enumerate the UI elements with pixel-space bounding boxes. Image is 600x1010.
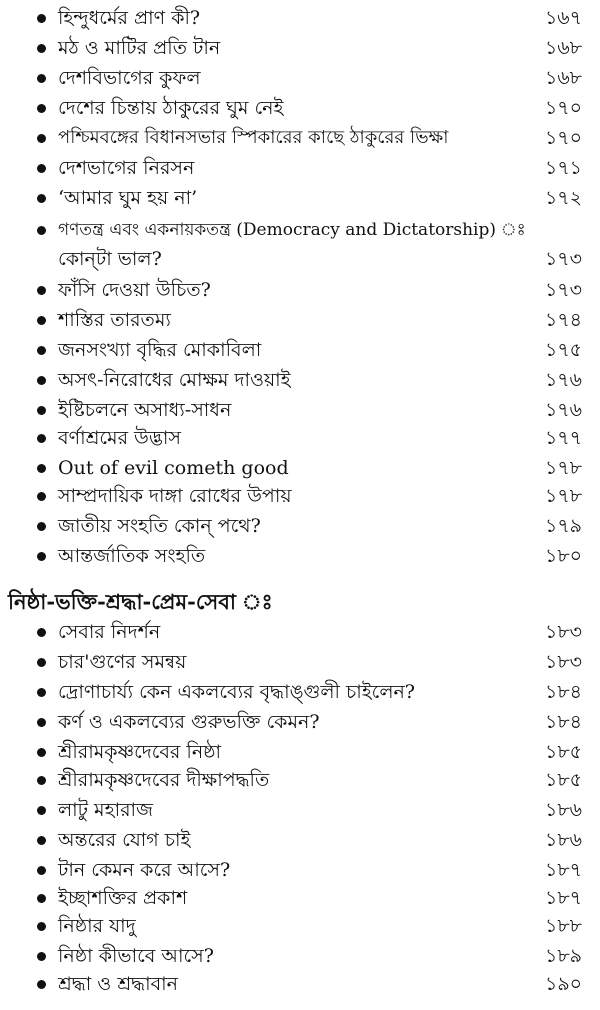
entry-title: Out of evil cometh good bbox=[58, 457, 289, 479]
toc-entry bbox=[0, 366, 600, 394]
toc-entry bbox=[0, 64, 600, 92]
entry-title: দেশের চিন্তায় ঠাকুরের ঘুম নেই bbox=[58, 97, 284, 119]
entry-title: মঠ ও মাটির প্রতি টান bbox=[58, 37, 221, 59]
toc-entry bbox=[0, 216, 600, 244]
bullet-icon bbox=[37, 406, 46, 415]
toc-entry bbox=[0, 856, 600, 884]
toc-entry bbox=[0, 942, 600, 970]
bullet-icon bbox=[37, 658, 46, 667]
entry-page-number: ১৯০ bbox=[544, 973, 582, 995]
bullet-icon bbox=[37, 552, 46, 561]
entry-title: দেশবিভাগের কুফল bbox=[58, 67, 201, 89]
entry-page-number: ১৮৯ bbox=[545, 945, 582, 967]
entry-page-number: ১৭৮ bbox=[544, 457, 582, 479]
entry-page-number: ১৮৭ bbox=[544, 859, 582, 881]
bullet-icon bbox=[37, 980, 46, 989]
toc-entry bbox=[0, 124, 600, 152]
bullet-icon bbox=[37, 522, 46, 531]
bullet-icon bbox=[37, 866, 46, 875]
entry-title: ইষ্টিচলনে অসাধ্য-সাধন bbox=[58, 399, 232, 421]
entry-page-number: ১৬৭ bbox=[544, 7, 582, 29]
bullet-icon bbox=[37, 894, 46, 903]
toc-entry bbox=[0, 738, 600, 766]
toc-entry bbox=[0, 648, 600, 676]
toc-entry bbox=[0, 542, 600, 570]
toc-entry bbox=[0, 454, 600, 482]
entry-page-number: ১৮৫ bbox=[545, 741, 582, 763]
entry-title: হিন্দুধর্মের প্রাণ কী? bbox=[58, 7, 201, 29]
bullet-icon bbox=[37, 434, 46, 443]
toc-entry bbox=[0, 184, 600, 212]
toc-entry bbox=[0, 396, 600, 424]
toc-entry bbox=[0, 678, 600, 706]
toc-entry bbox=[0, 482, 600, 510]
entry-title: দেশভাগের নিরসন bbox=[58, 157, 195, 179]
toc-entry bbox=[0, 708, 600, 736]
entry-page-number: ১৮৩ bbox=[544, 621, 582, 643]
entry-title: কর্ণ ও একলব্যের গুরুভক্তি কেমন? bbox=[58, 711, 320, 733]
bullet-icon bbox=[37, 44, 46, 53]
bullet-icon bbox=[37, 464, 46, 473]
bullet-icon bbox=[37, 286, 46, 295]
entry-title: টান কেমন করে আসে? bbox=[58, 859, 231, 881]
entry-page-number: ১৭৬ bbox=[544, 399, 582, 421]
toc-entry bbox=[0, 912, 600, 940]
entry-page-number: ১৭৬ bbox=[544, 369, 582, 391]
entry-page-number: ১৭১ bbox=[544, 157, 582, 179]
entry-title: গণতন্ত্র এবং একনায়কতন্ত্র (Democracy and Dictatorship) ঃ bbox=[58, 220, 526, 240]
entry-title: আন্তর্জাতিক সংহতি bbox=[58, 545, 206, 567]
entry-title: সাম্প্রদায়িক দাঙ্গা রোধের উপায় bbox=[58, 485, 292, 507]
entry-page-number: ১৮৬ bbox=[544, 829, 582, 851]
entry-title-continuation: কোন্‌টা ভাল? bbox=[58, 248, 162, 270]
entry-title: নিষ্ঠা কীভাবে আসে? bbox=[58, 945, 214, 967]
toc-entry bbox=[0, 826, 600, 854]
entry-title: শ্রীরামকৃষ্ণদেবের নিষ্ঠা bbox=[58, 741, 222, 763]
entry-title: দ্রোণাচার্য্য কেন একলব্যের বৃদ্ধাঙ্গুলী চাইলেন? bbox=[58, 681, 415, 703]
bullet-icon bbox=[37, 806, 46, 815]
bullet-icon bbox=[37, 164, 46, 173]
entry-page-number: ১৮৭ bbox=[544, 887, 582, 909]
entry-title: বর্ণাশ্রমের উদ্ভাস bbox=[58, 427, 181, 449]
toc-entry-continuation bbox=[58, 245, 600, 273]
entry-title: জনসংখ্যা বৃদ্ধির মোকাবিলা bbox=[58, 339, 262, 361]
bullet-icon bbox=[37, 226, 46, 235]
entry-page-number: ১৮৪ bbox=[545, 681, 582, 703]
toc-entry bbox=[0, 618, 600, 646]
entry-title: ফাঁসি দেওয়া উচিত? bbox=[58, 279, 211, 301]
toc-entry bbox=[0, 336, 600, 364]
entry-page-number: ১৭৭ bbox=[544, 427, 582, 449]
toc-entry bbox=[0, 94, 600, 122]
entry-page-number: ১৮০ bbox=[544, 545, 582, 567]
bullet-icon bbox=[37, 316, 46, 325]
entry-title: শ্রদ্ধা ও শ্রদ্ধাবান bbox=[58, 973, 179, 995]
bullet-icon bbox=[37, 952, 46, 961]
bullet-icon bbox=[37, 492, 46, 501]
entry-page-number: ১৭০ bbox=[544, 127, 582, 149]
toc-entry bbox=[0, 306, 600, 334]
entry-page-number: ১৮৮ bbox=[545, 915, 582, 937]
entry-title: অসৎ-নিরোধের মোক্ষম দাওয়াই bbox=[58, 369, 291, 391]
entry-page-number: ১৬৮ bbox=[544, 37, 582, 59]
bullet-icon bbox=[37, 748, 46, 757]
bullet-icon bbox=[37, 194, 46, 203]
entry-page-number: ১৮৩ bbox=[544, 651, 582, 673]
toc-entry bbox=[0, 766, 600, 794]
entry-page-number: ১৭০ bbox=[544, 97, 582, 119]
bullet-icon bbox=[37, 376, 46, 385]
bullet-icon bbox=[37, 104, 46, 113]
entry-page-number: ১৭৮ bbox=[544, 485, 582, 507]
entry-page-number: ১৮৪ bbox=[545, 711, 582, 733]
toc-entry bbox=[0, 424, 600, 452]
bullet-icon bbox=[37, 14, 46, 23]
entry-page-number: ১৬৮ bbox=[544, 67, 582, 89]
section-heading: নিষ্ঠা-ভক্তি-শ্রদ্ধা-প্রেম-সেবা ঃ bbox=[8, 589, 273, 614]
entry-title: নিষ্ঠার যাদু bbox=[58, 915, 136, 937]
bullet-icon bbox=[37, 836, 46, 845]
entry-title: ‘আমার ঘুম হয় না’ bbox=[58, 187, 198, 209]
bullet-icon bbox=[37, 688, 46, 697]
entry-title: অন্তরের যোগ চাই bbox=[58, 829, 191, 851]
bullet-icon bbox=[37, 346, 46, 355]
entry-page-number: ১৭৯ bbox=[544, 515, 582, 537]
bullet-icon bbox=[37, 776, 46, 785]
bullet-icon bbox=[37, 134, 46, 143]
entry-page-number: ১৭৫ bbox=[544, 339, 582, 361]
entry-page-number: ১৮৫ bbox=[545, 769, 582, 791]
bullet-icon bbox=[37, 628, 46, 637]
entry-title: পশ্চিমবঙ্গের বিধানসভার স্পিকারের কাছে ঠাকুরের ভিক্ষা bbox=[58, 127, 449, 148]
toc-entry bbox=[0, 884, 600, 912]
entry-page-number: ১৭৪ bbox=[544, 309, 582, 331]
entry-title: শাস্তির তারতম্য bbox=[58, 309, 171, 331]
entry-title: লাটু মহারাজ bbox=[58, 799, 154, 821]
toc-entry bbox=[0, 796, 600, 824]
entry-title: চার'গুণের সমন্বয় bbox=[58, 651, 187, 673]
toc-entry bbox=[0, 970, 600, 998]
entry-page-number: ১৭৩ bbox=[544, 248, 582, 270]
entry-title: ইচ্ছাশক্তির প্রকাশ bbox=[58, 887, 188, 909]
entry-page-number: ১৭৩ bbox=[544, 279, 582, 301]
bullet-icon bbox=[37, 74, 46, 83]
toc-entry bbox=[0, 276, 600, 304]
entry-title: সেবার নিদর্শন bbox=[58, 621, 161, 643]
toc-entry bbox=[0, 4, 600, 32]
entry-title: জাতীয় সংহতি কোন্‌ পথে? bbox=[58, 515, 261, 537]
toc-entry bbox=[0, 154, 600, 182]
bullet-icon bbox=[37, 718, 46, 727]
toc-entry bbox=[0, 34, 600, 62]
entry-page-number: ১৮৬ bbox=[544, 799, 582, 821]
toc-entry bbox=[0, 512, 600, 540]
bullet-icon bbox=[37, 922, 46, 931]
entry-title: শ্রীরামকৃষ্ণদেবের দীক্ষাপদ্ধতি bbox=[58, 769, 270, 791]
entry-page-number: ১৭২ bbox=[544, 187, 582, 209]
